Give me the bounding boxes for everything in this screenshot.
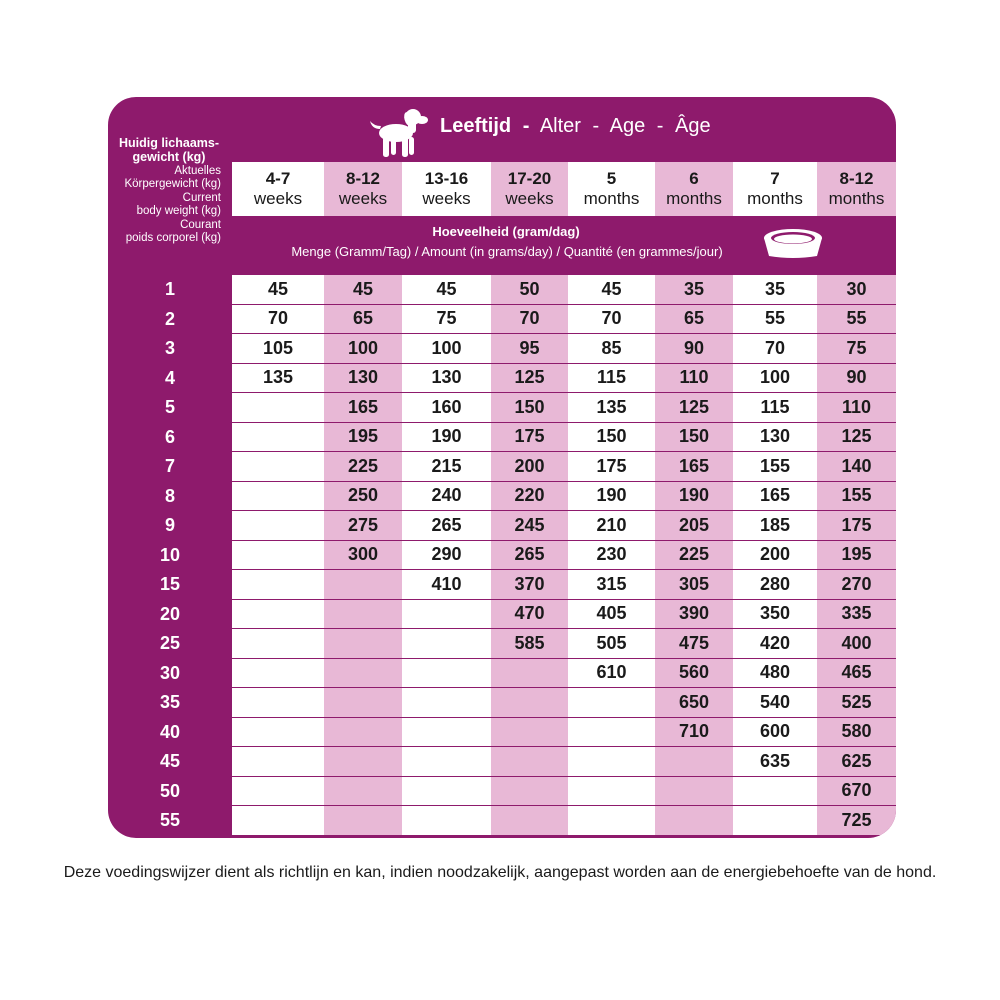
table-cell: 405: [568, 600, 655, 630]
column-header: [817, 162, 896, 216]
table-cell: 475: [655, 629, 733, 659]
table-cell: 335: [817, 600, 896, 630]
table-cell: 150: [491, 393, 568, 423]
table-cell: 30: [817, 275, 896, 305]
table-cell: [232, 688, 324, 718]
amount-subtitle: Menge (Gramm/Tag) / Amount (in grams/day) / Quantité (en grammes/jour): [291, 244, 723, 259]
weight-header: [108, 137, 226, 244]
age-title-en: Age: [609, 115, 646, 137]
table-cell: [568, 747, 655, 777]
weight-label: 50: [159, 780, 181, 801]
table-cell: 600: [733, 718, 817, 748]
table-cell: 100: [402, 334, 491, 364]
weight-label: 55: [159, 810, 181, 831]
table-cell: 45: [232, 275, 324, 305]
table-cell: [324, 747, 402, 777]
table-cell: 100: [733, 364, 817, 394]
table-cell: 175: [491, 423, 568, 453]
table-cell: 230: [568, 541, 655, 571]
table-cell: 670: [817, 777, 896, 807]
weight-label: 40: [159, 721, 181, 742]
table-cell: [232, 452, 324, 482]
weight-header-nl-2: gewicht (kg): [132, 149, 206, 164]
table-cell: [491, 659, 568, 689]
table-cell: 480: [733, 659, 817, 689]
table-cell: [324, 570, 402, 600]
table-cell: [655, 747, 733, 777]
table-cell: [568, 718, 655, 748]
age-title-nl: Leeftijd: [440, 115, 512, 137]
bowl-icon: [762, 224, 824, 260]
table-cell: 70: [733, 334, 817, 364]
column-range: 8-12: [345, 169, 381, 189]
table-cell: 420: [733, 629, 817, 659]
column-range: 7: [770, 169, 780, 189]
footnote: Deze voedingswijzer dient als richtlijn en kan, indien noodzakelijk, aangepast worden aan de energiebehoefte van de hond.: [63, 864, 937, 881]
table-cell: 195: [817, 541, 896, 571]
table-cell: [232, 659, 324, 689]
table-cell: [402, 688, 491, 718]
column-header: [568, 162, 655, 216]
table-cell: 215: [402, 452, 491, 482]
table-cell: 75: [817, 334, 896, 364]
column-range: 8-12: [839, 169, 874, 189]
table-cell: 290: [402, 541, 491, 571]
table-cell: 95: [491, 334, 568, 364]
column-unit: months: [666, 189, 722, 208]
table-cell: 45: [568, 275, 655, 305]
column-unit: weeks: [338, 189, 388, 208]
column-unit: months: [583, 189, 640, 208]
feeding-table: [108, 97, 896, 838]
weight-header-de-1: Aktuelles: [174, 165, 221, 177]
table-cell: [324, 688, 402, 718]
table-cell: 250: [324, 482, 402, 512]
table-cell: 135: [232, 364, 324, 394]
table-cell: 625: [817, 747, 896, 777]
table-cell: 265: [402, 511, 491, 541]
table-cell: 265: [491, 541, 568, 571]
weight-header-nl-1: Huidig lichaams-: [118, 136, 220, 150]
table-cell: [232, 629, 324, 659]
weight-label: 4: [164, 367, 175, 388]
table-cell: 55: [817, 305, 896, 335]
amount-banner: [232, 216, 896, 272]
table-cell: [324, 659, 402, 689]
table-cell: 55: [733, 305, 817, 335]
weight-label: 6: [164, 426, 175, 447]
column-range: 17-20: [507, 169, 552, 189]
column-range: 6: [689, 169, 699, 189]
table-cell: 190: [568, 482, 655, 512]
age-title: [440, 115, 711, 145]
weight-label: 7: [164, 456, 175, 477]
table-cell: 400: [817, 629, 896, 659]
table-cell: 185: [733, 511, 817, 541]
table-cell: 90: [655, 334, 733, 364]
table-cell: 245: [491, 511, 568, 541]
table-cell: 315: [568, 570, 655, 600]
weight-header-fr-2: poids corporel (kg): [125, 232, 221, 245]
table-cell: [232, 511, 324, 541]
weight-label: 9: [164, 515, 175, 536]
table-cell: [491, 688, 568, 718]
table-cell: 175: [568, 452, 655, 482]
table-cell: [491, 718, 568, 748]
column-header: [491, 162, 568, 216]
table-cell: 505: [568, 629, 655, 659]
table-cell: 155: [817, 482, 896, 512]
table-cell: 410: [402, 570, 491, 600]
table-cell: 710: [655, 718, 733, 748]
table-cell: 65: [655, 305, 733, 335]
table-cell: [402, 718, 491, 748]
table-cell: [232, 541, 324, 571]
age-title-de: Alter: [539, 115, 581, 137]
weight-label: 2: [164, 308, 175, 329]
table-cell: 140: [817, 452, 896, 482]
table-cell: 85: [568, 334, 655, 364]
table-cell: 125: [817, 423, 896, 453]
table-cell: [491, 777, 568, 807]
table-cell: [402, 747, 491, 777]
table-cell: 635: [733, 747, 817, 777]
column-header: [232, 162, 324, 216]
table-cell: [655, 777, 733, 807]
table-cell: 100: [324, 334, 402, 364]
table-cell: 270: [817, 570, 896, 600]
table-cell: 160: [402, 393, 491, 423]
weight-label: 45: [159, 751, 181, 772]
table-cell: [232, 600, 324, 630]
table-cell: 165: [655, 452, 733, 482]
weight-label: 10: [159, 544, 181, 565]
table-cell: [568, 688, 655, 718]
table-cell: 280: [733, 570, 817, 600]
table-cell: 105: [232, 334, 324, 364]
table-cell: [491, 747, 568, 777]
weight-header-en-2: body weight (kg): [136, 205, 221, 218]
weight-label: 35: [159, 692, 181, 713]
column-range: 13-16: [424, 169, 469, 189]
table-cell: 90: [817, 364, 896, 394]
age-sep-1: -: [522, 115, 530, 137]
table-cell: 205: [655, 511, 733, 541]
table-cell: [655, 806, 733, 836]
table-cell: 220: [491, 482, 568, 512]
column-header: [655, 162, 733, 216]
column-unit: weeks: [253, 189, 303, 208]
table-cell: [402, 600, 491, 630]
age-sep-3: -: [656, 115, 664, 137]
table-cell: 130: [324, 364, 402, 394]
table-cell: [402, 806, 491, 836]
table-cell: 130: [733, 423, 817, 453]
table-cell: 390: [655, 600, 733, 630]
table-cell: 470: [491, 600, 568, 630]
table-cell: 65: [324, 305, 402, 335]
table-cell: [232, 777, 324, 807]
table-cell: [232, 570, 324, 600]
table-cell: [324, 600, 402, 630]
table-cell: 525: [817, 688, 896, 718]
table-cell: 45: [324, 275, 402, 305]
table-cell: 35: [733, 275, 817, 305]
table-cell: [232, 482, 324, 512]
amount-title: Hoeveelheid (gram/dag): [432, 224, 580, 239]
table-cell: 125: [491, 364, 568, 394]
table-cell: 70: [491, 305, 568, 335]
column-unit: months: [747, 189, 803, 208]
weight-label: 1: [164, 279, 175, 300]
table-cell: 580: [817, 718, 896, 748]
column-unit: months: [828, 189, 885, 208]
table-cell: 275: [324, 511, 402, 541]
weight-label: 8: [164, 485, 175, 506]
table-cell: 115: [733, 393, 817, 423]
table-cell: 540: [733, 688, 817, 718]
table-cell: [733, 777, 817, 807]
table-cell: 175: [817, 511, 896, 541]
column-range: 5: [606, 169, 617, 189]
table-cell: 155: [733, 452, 817, 482]
table-cell: [402, 629, 491, 659]
table-cell: 135: [568, 393, 655, 423]
table-cell: 465: [817, 659, 896, 689]
column-range: 4-7: [265, 169, 291, 189]
table-cell: 45: [402, 275, 491, 305]
age-title-fr: Âge: [675, 115, 711, 137]
table-cell: 165: [324, 393, 402, 423]
column-unit: weeks: [505, 189, 554, 208]
table-cell: [232, 423, 324, 453]
table-cell: [324, 806, 402, 836]
table-cell: 225: [655, 541, 733, 571]
table-cell: 130: [402, 364, 491, 394]
table-cell: 200: [491, 452, 568, 482]
table-cell: 125: [655, 393, 733, 423]
weight-label: 15: [159, 574, 181, 595]
table-cell: 350: [733, 600, 817, 630]
column-header: [324, 162, 402, 216]
table-cell: [324, 777, 402, 807]
weight-header-fr-1: Courant: [180, 218, 221, 231]
table-cell: 585: [491, 629, 568, 659]
table-cell: 210: [568, 511, 655, 541]
table-cell: [568, 806, 655, 836]
table-cell: 150: [568, 423, 655, 453]
table-cell: 70: [568, 305, 655, 335]
column-header: [402, 162, 491, 216]
table-cell: 650: [655, 688, 733, 718]
weight-label: 20: [159, 603, 181, 624]
table-cell: 190: [402, 423, 491, 453]
table-cell: [232, 718, 324, 748]
weight-label: 25: [159, 633, 181, 654]
table-cell: [324, 718, 402, 748]
table-cell: 300: [324, 541, 402, 571]
weight-header-en-1: Current: [182, 191, 221, 204]
table-cell: [402, 777, 491, 807]
table-cell: 110: [817, 393, 896, 423]
table-cell: 110: [655, 364, 733, 394]
table-cell: [232, 393, 324, 423]
table-cell: 35: [655, 275, 733, 305]
table-cell: 560: [655, 659, 733, 689]
weight-label: 30: [159, 662, 181, 683]
table-cell: 75: [402, 305, 491, 335]
table-cell: 165: [733, 482, 817, 512]
table-cell: 150: [655, 423, 733, 453]
weight-label: 5: [164, 397, 175, 418]
age-sep-2: -: [592, 115, 600, 137]
table-cell: [568, 777, 655, 807]
table-cell: [232, 747, 324, 777]
table-cell: [491, 806, 568, 836]
table-cell: 305: [655, 570, 733, 600]
weight-header-de-2: Körpergewicht (kg): [124, 178, 221, 191]
weight-label: 3: [164, 338, 175, 359]
table-cell: 50: [491, 275, 568, 305]
table-cell: [324, 629, 402, 659]
table-cell: 70: [232, 305, 324, 335]
table-cell: 190: [655, 482, 733, 512]
table-cell: 370: [491, 570, 568, 600]
dog-icon: [366, 103, 430, 159]
table-cell: 725: [817, 806, 896, 836]
column-header: [733, 162, 817, 216]
table-cell: [402, 659, 491, 689]
table-cell: 115: [568, 364, 655, 394]
table-cell: [733, 806, 817, 836]
column-unit: weeks: [422, 189, 471, 208]
table-cell: 225: [324, 452, 402, 482]
table-cell: [232, 806, 324, 836]
table-cell: 200: [733, 541, 817, 571]
table-cell: 240: [402, 482, 491, 512]
table-cell: 195: [324, 423, 402, 453]
table-cell: 610: [568, 659, 655, 689]
